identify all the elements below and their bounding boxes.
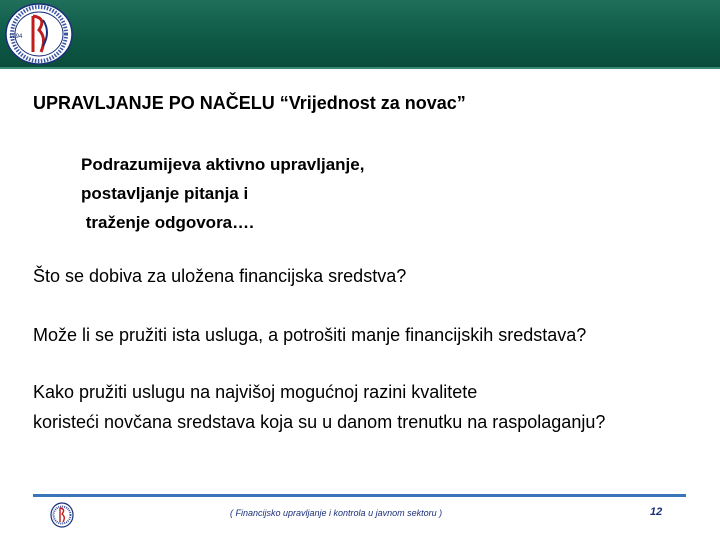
question-2: Može li se pružiti ista usluga, a potrošiti manje financijskih sredstava?	[33, 325, 587, 345]
intro-line: traženje odgovora….	[81, 213, 254, 232]
question-1: Što se dobiva za uložena financijska sredstva?	[33, 266, 407, 286]
slide-title: UPRAVLJANJE PO NAČELU “Vrijednost za novac”	[33, 93, 466, 113]
intro-line: postavljanje pitanja i	[81, 184, 249, 203]
intro-lines	[81, 150, 364, 237]
page-number: 12	[650, 506, 663, 518]
seal-logo-icon	[3, 2, 75, 66]
footer-logo-icon	[50, 502, 74, 528]
header-bar	[0, 0, 720, 67]
intro-line: Podrazumijeva aktivno upravljanje,	[81, 155, 365, 174]
footer-divider	[33, 494, 686, 497]
svg-text:1994: 1994	[9, 34, 23, 40]
question-3-line-1: Kako pružiti uslugu na najvišoj mogućnoj razini kvalitete	[33, 382, 478, 402]
footer-text: ( Financijsko upravljanje i kontrola u javnom sektoru )	[230, 508, 443, 518]
question-3-line-2: koristeći novčana sredstava koja su u danom trenutku na raspolaganju?	[33, 412, 606, 432]
